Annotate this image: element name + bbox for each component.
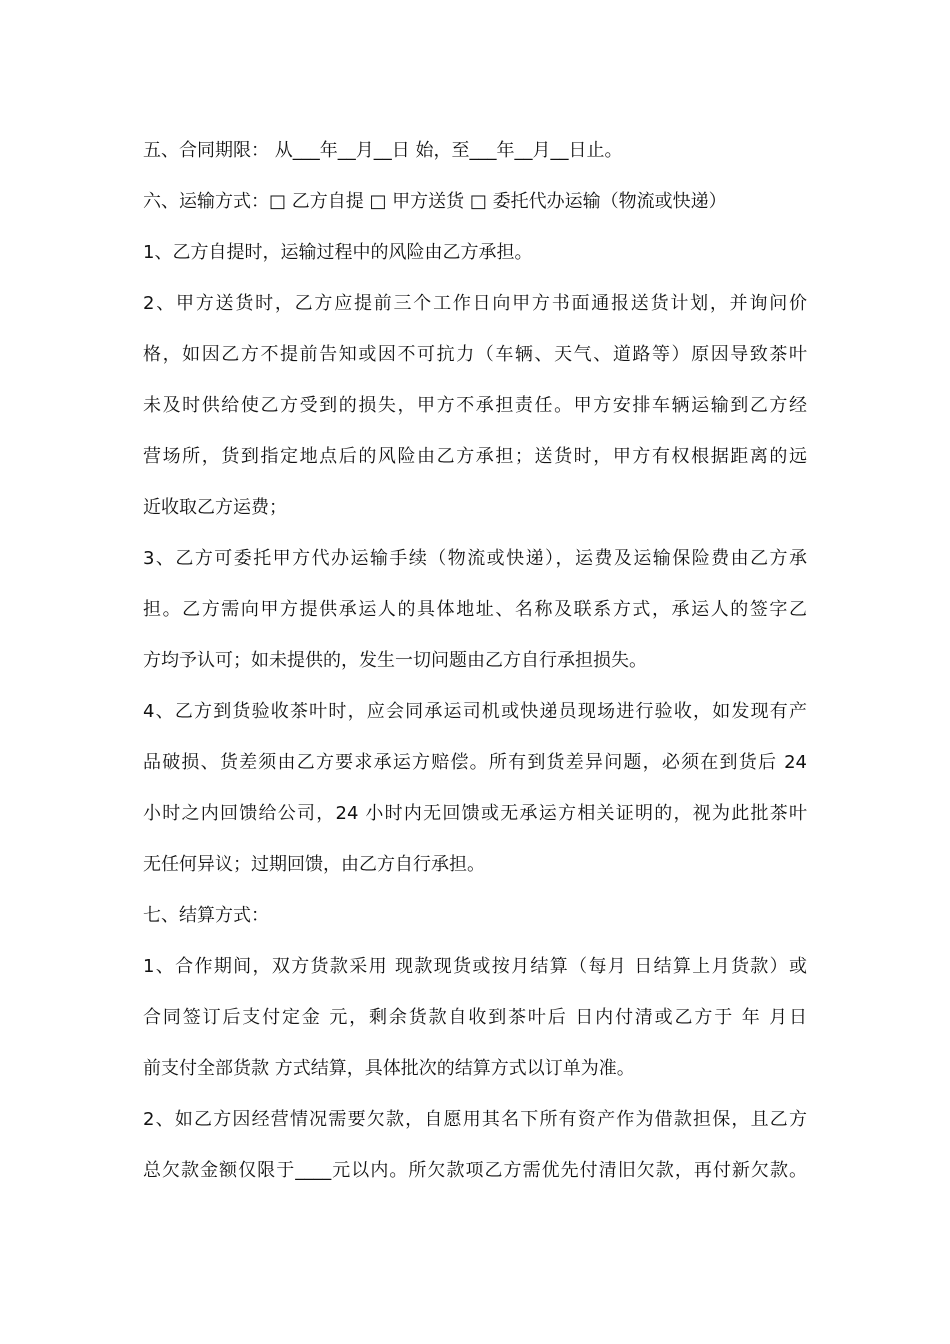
clause-7-item-2-line-2: 总欠款金额仅限于____元以内。所欠款项乙方需优先付清旧欠款，再付新欠款。	[143, 1160, 807, 1181]
clause-6-item-4-line-2: 品破损、货差须由乙方要求承运方赔偿。所有到货差异问题，必须在到货后 24	[143, 752, 807, 773]
clause-6-item-4-line-3: 小时之内回馈给公司，24 小时内无回馈或无承运方相关证明的，视为此批茶叶	[143, 803, 807, 824]
clause-7-item-1-line-1: 1、合作期间，双方货款采用 现款现货或按月结算（每月 日结算上月货款）或	[143, 956, 807, 977]
clause-6-item-3-line-3: 方均予认可；如未提供的，发生一切问题由乙方自行承担损失。	[143, 650, 647, 671]
clause-7-settlement-method: 七、结算方式：	[143, 905, 269, 926]
clause-6-item-4-line-4: 无任何异议；过期回馈，由乙方自行承担。	[143, 854, 485, 875]
clause-6-item-1: 1、乙方自提时，运输过程中的风险由乙方承担。	[143, 242, 533, 263]
clause-7-item-1-line-2: 合同签订后支付定金 元，剩余货款自收到茶叶后 日内付清或乙方于 年 月日	[143, 1007, 807, 1028]
clause-6-item-2-line-5: 近收取乙方运费；	[143, 497, 287, 518]
clause-6-item-3-line-2: 担。乙方需向甲方提供承运人的具体地址、名称及联系方式，承运人的签字乙	[143, 599, 807, 620]
document-body	[143, 131, 807, 1202]
clause-6-item-2-line-4: 营场所，货到指定地点后的风险由乙方承担；送货时，甲方有权根据距离的远	[143, 446, 807, 467]
clause-7-item-1-line-3: 前支付全部货款 方式结算，具体批次的结算方式以订单为准。	[143, 1058, 635, 1079]
clause-6-item-2-line-1: 2、甲方送货时，乙方应提前三个工作日向甲方书面通报送货计划，并询问价	[143, 293, 807, 314]
clause-6-item-2-line-2: 格，如因乙方不提前告知或因不可抗力（车辆、天气、道路等）原因导致茶叶	[143, 344, 807, 365]
clause-7-item-2-line-1: 2、如乙方因经营情况需要欠款，自愿用其名下所有资产作为借款担保，且乙方	[143, 1109, 807, 1130]
clause-6-item-4-line-1: 4、乙方到货验收茶叶时，应会同承运司机或快递员现场进行验收，如发现有产	[143, 701, 807, 722]
clause-6-item-2-line-3: 未及时供给使乙方受到的损失，甲方不承担责任。甲方安排车辆运输到乙方经	[143, 395, 807, 416]
clause-5-contract-term: 五、合同期限： 从___年__月__日 始，至___年__月__日止。	[143, 140, 623, 161]
clause-6-transport-method: 六、运输方式：□ 乙方自提 □ 甲方送货 □ 委托代办运输（物流或快递）	[143, 191, 727, 212]
clause-6-item-3-line-1: 3、乙方可委托甲方代办运输手续（物流或快递），运费及运输保险费由乙方承	[143, 548, 807, 569]
